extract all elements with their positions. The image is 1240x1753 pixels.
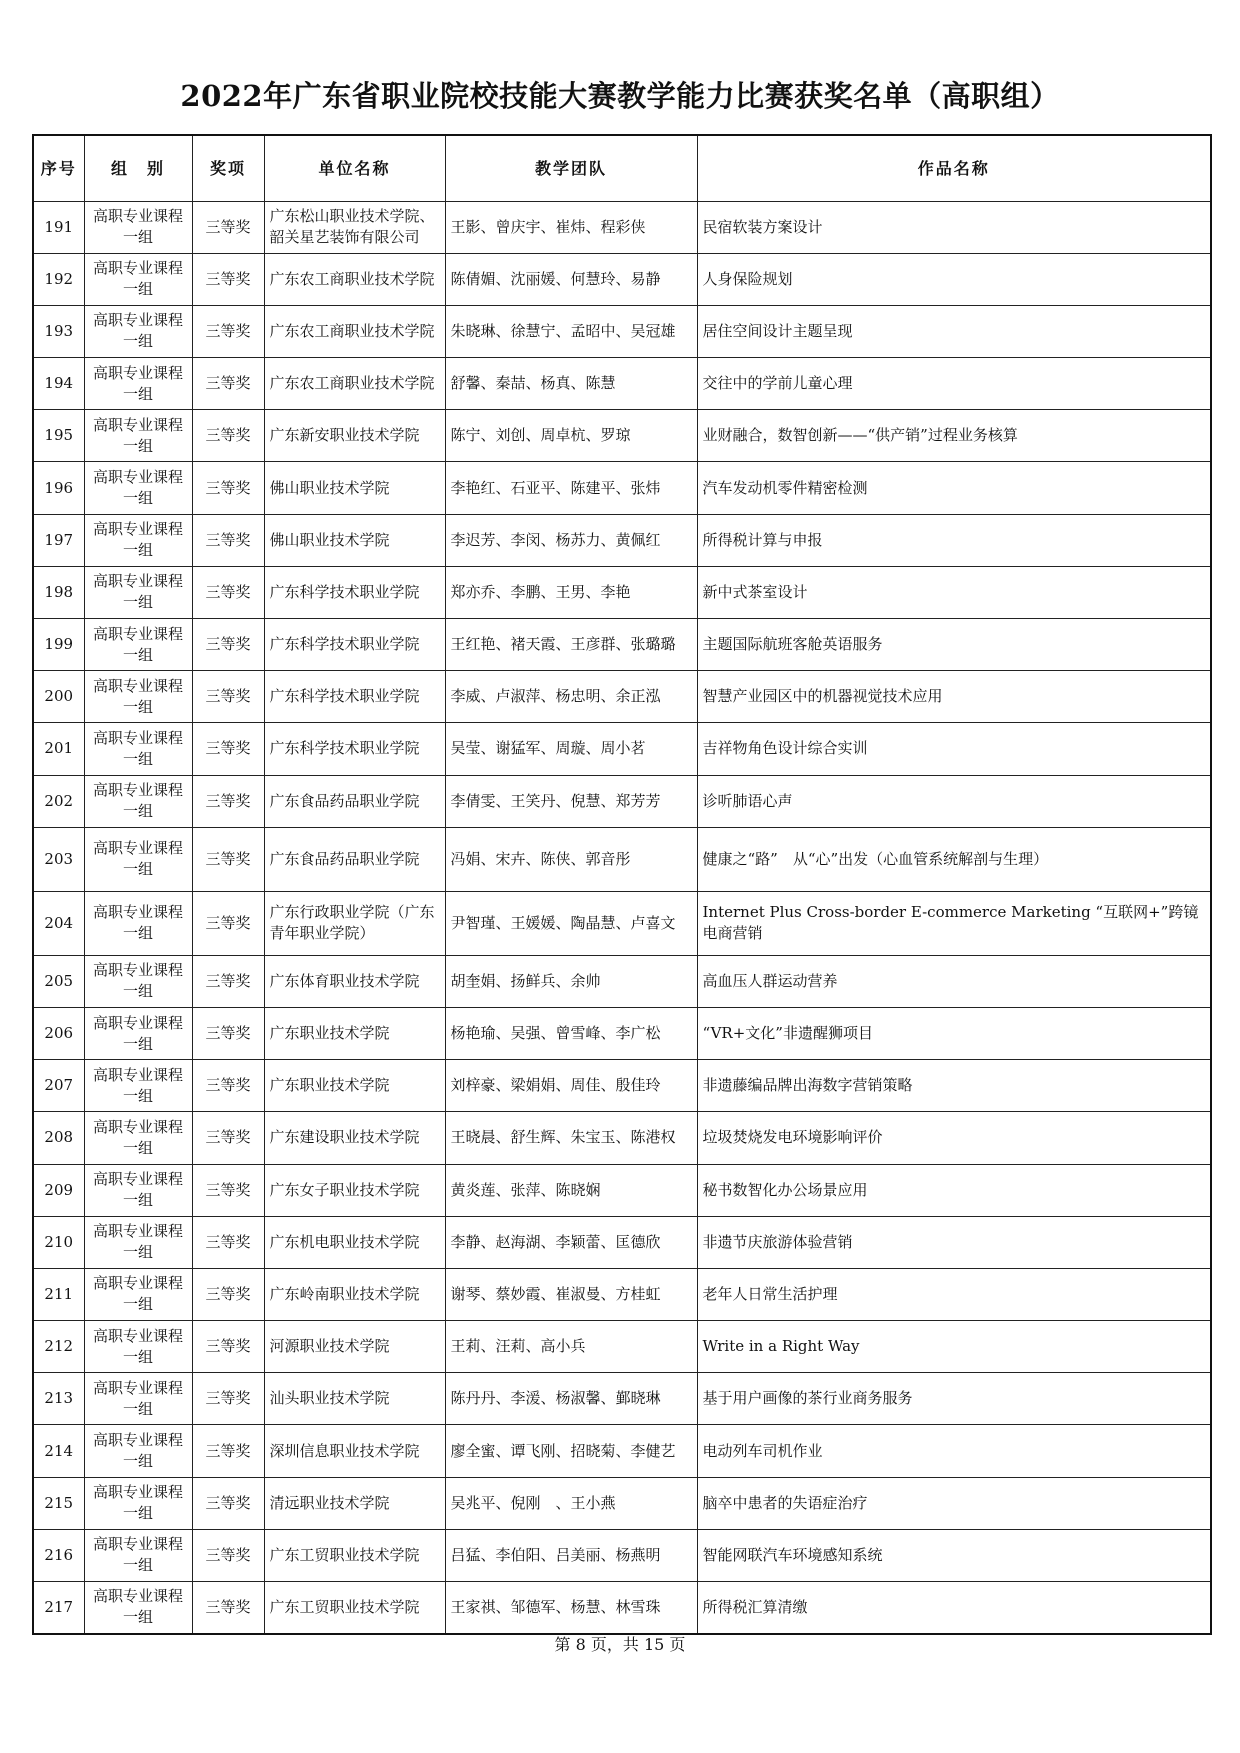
cell-group: 高职专业课程一组: [84, 1268, 192, 1320]
page-footer: 第 8 页，共 15 页: [554, 1635, 686, 1654]
cell-team: 王家祺、邹德军、杨慧、林雪珠: [445, 1582, 697, 1634]
cell-number: 204: [33, 891, 84, 955]
cell-award: 三等奖: [192, 1216, 264, 1268]
cell-group: 高职专业课程一组: [84, 723, 192, 775]
cell-group: 高职专业课程一组: [84, 410, 192, 462]
cell-group: 高职专业课程一组: [84, 201, 192, 253]
cell-group: 高职专业课程一组: [84, 1164, 192, 1216]
cell-unit: 广东职业技术学院: [264, 1060, 445, 1112]
cell-work: 非遗节庆旅游体验营销: [697, 1216, 1211, 1268]
cell-award: 三等奖: [192, 1268, 264, 1320]
cell-team: 李倩雯、王笑丹、倪慧、郑芳芳: [445, 775, 697, 827]
cell-group: 高职专业课程一组: [84, 566, 192, 618]
cell-group: 高职专业课程一组: [84, 358, 192, 410]
cell-unit: 广东岭南职业技术学院: [264, 1268, 445, 1320]
cell-unit: 深圳信息职业技术学院: [264, 1425, 445, 1477]
cell-award: 三等奖: [192, 1112, 264, 1164]
cell-team: 刘梓豪、梁娟娟、周佳、殷佳玲: [445, 1060, 697, 1112]
cell-team: 李静、赵海湖、李颖蕾、匡德欣: [445, 1216, 697, 1268]
cell-award: 三等奖: [192, 1529, 264, 1581]
cell-team: 郑亦乔、李鹏、王男、李艳: [445, 566, 697, 618]
cell-team: 杨艳瑜、吴强、曾雪峰、李广松: [445, 1007, 697, 1059]
cell-award: 三等奖: [192, 1477, 264, 1529]
cell-award: 三等奖: [192, 566, 264, 618]
cell-work: 老年人日常生活护理: [697, 1268, 1211, 1320]
cell-award: 三等奖: [192, 1321, 264, 1373]
cell-number: 203: [33, 827, 84, 891]
cell-number: 201: [33, 723, 84, 775]
cell-group: 高职专业课程一组: [84, 305, 192, 357]
cell-team: 王红艳、褚天霞、王彦群、张璐璐: [445, 619, 697, 671]
cell-award: 三等奖: [192, 358, 264, 410]
cell-number: 216: [33, 1529, 84, 1581]
cell-number: 198: [33, 566, 84, 618]
cell-number: 192: [33, 253, 84, 305]
cell-number: 213: [33, 1373, 84, 1425]
cell-unit: 广东职业技术学院: [264, 1007, 445, 1059]
cell-award: 三等奖: [192, 1425, 264, 1477]
cell-team: 李艳红、石亚平、陈建平、张炜: [445, 462, 697, 514]
cell-number: 193: [33, 305, 84, 357]
awards-table: [32, 134, 1212, 1635]
table-row: [33, 671, 1211, 723]
cell-unit: 广东食品药品职业学院: [264, 827, 445, 891]
cell-award: 三等奖: [192, 891, 264, 955]
cell-work: 吉祥物角色设计综合实训: [697, 723, 1211, 775]
table-row: [33, 1373, 1211, 1425]
table-row: [33, 514, 1211, 566]
table-row: [33, 955, 1211, 1007]
cell-work: 智慧产业园区中的机器视觉技术应用: [697, 671, 1211, 723]
table-row: [33, 775, 1211, 827]
cell-award: 三等奖: [192, 201, 264, 253]
cell-work: “VR+文化”非遗醒狮项目: [697, 1007, 1211, 1059]
cell-award: 三等奖: [192, 671, 264, 723]
cell-number: 194: [33, 358, 84, 410]
cell-group: 高职专业课程一组: [84, 1582, 192, 1634]
header-work: 作品名称: [697, 135, 1211, 201]
cell-award: 三等奖: [192, 410, 264, 462]
cell-work: 居住空间设计主题呈现: [697, 305, 1211, 357]
cell-group: 高职专业课程一组: [84, 514, 192, 566]
cell-unit: 广东科学技术职业学院: [264, 671, 445, 723]
cell-work: 业财融合，数智创新——“供产销”过程业务核算: [697, 410, 1211, 462]
cell-group: 高职专业课程一组: [84, 1477, 192, 1529]
cell-unit: 广东行政职业学院（广东青年职业学院）: [264, 891, 445, 955]
cell-team: 谢琴、蔡妙霞、崔淑曼、方桂虹: [445, 1268, 697, 1320]
cell-unit: 广东机电职业技术学院: [264, 1216, 445, 1268]
table-row: [33, 1216, 1211, 1268]
cell-group: 高职专业课程一组: [84, 1529, 192, 1581]
table-row: [33, 1060, 1211, 1112]
cell-unit: 广东新安职业技术学院: [264, 410, 445, 462]
cell-team: 吴兆平、倪刚 、王小燕: [445, 1477, 697, 1529]
cell-work: 交往中的学前儿童心理: [697, 358, 1211, 410]
cell-number: 200: [33, 671, 84, 723]
cell-team: 冯娟、宋卉、陈侠、郭音彤: [445, 827, 697, 891]
cell-unit: 佛山职业技术学院: [264, 462, 445, 514]
cell-group: 高职专业课程一组: [84, 671, 192, 723]
cell-team: 吴莹、谢猛军、周璇、周小茗: [445, 723, 697, 775]
cell-unit: 河源职业技术学院: [264, 1321, 445, 1373]
cell-team: 廖全蜜、谭飞刚、招晓菊、李健艺: [445, 1425, 697, 1477]
cell-team: 王影、曾庆宇、崔炜、程彩侠: [445, 201, 697, 253]
cell-number: 215: [33, 1477, 84, 1529]
cell-work: 所得税汇算清缴: [697, 1582, 1211, 1634]
cell-group: 高职专业课程一组: [84, 827, 192, 891]
cell-unit: 广东农工商职业技术学院: [264, 305, 445, 357]
header-award: 奖项: [192, 135, 264, 201]
header-no: 序号: [33, 135, 84, 201]
cell-unit: 广东工贸职业技术学院: [264, 1529, 445, 1581]
cell-team: 李迟芳、李闵、杨苏力、黄佩红: [445, 514, 697, 566]
table-row: [33, 1321, 1211, 1373]
cell-team: 尹智瑾、王媛媛、陶晶慧、卢喜文: [445, 891, 697, 955]
table-row: [33, 827, 1211, 891]
cell-unit: 广东科学技术职业学院: [264, 619, 445, 671]
header-unit: 单位名称: [264, 135, 445, 201]
cell-number: 207: [33, 1060, 84, 1112]
table-row: [33, 410, 1211, 462]
table-row: [33, 1582, 1211, 1634]
cell-team: 吕猛、李伯阳、吕美丽、杨燕明: [445, 1529, 697, 1581]
cell-award: 三等奖: [192, 775, 264, 827]
cell-unit: 广东工贸职业技术学院: [264, 1582, 445, 1634]
cell-work: 主题国际航班客舱英语服务: [697, 619, 1211, 671]
cell-team: 胡奎娟、扬鲜兵、余帅: [445, 955, 697, 1007]
cell-unit: 汕头职业技术学院: [264, 1373, 445, 1425]
cell-group: 高职专业课程一组: [84, 1060, 192, 1112]
cell-unit: 广东科学技术职业学院: [264, 723, 445, 775]
cell-group: 高职专业课程一组: [84, 1112, 192, 1164]
cell-group: 高职专业课程一组: [84, 1321, 192, 1373]
cell-award: 三等奖: [192, 1164, 264, 1216]
cell-group: 高职专业课程一组: [84, 891, 192, 955]
cell-unit: 广东松山职业技术学院、韶关星艺装饰有限公司: [264, 201, 445, 253]
cell-unit: 佛山职业技术学院: [264, 514, 445, 566]
cell-team: 陈丹丹、李湲、杨淑馨、鄞晓琳: [445, 1373, 697, 1425]
cell-team: 舒馨、秦喆、杨真、陈慧: [445, 358, 697, 410]
cell-group: 高职专业课程一组: [84, 253, 192, 305]
cell-unit: 广东女子职业技术学院: [264, 1164, 445, 1216]
cell-award: 三等奖: [192, 1582, 264, 1634]
table-row: [33, 1007, 1211, 1059]
table-row: [33, 619, 1211, 671]
cell-number: 197: [33, 514, 84, 566]
cell-team: 陈倩媚、沈丽媛、何慧玲、易静: [445, 253, 697, 305]
cell-award: 三等奖: [192, 305, 264, 357]
cell-number: 210: [33, 1216, 84, 1268]
cell-group: 高职专业课程一组: [84, 619, 192, 671]
cell-award: 三等奖: [192, 462, 264, 514]
cell-work: 电动列车司机作业: [697, 1425, 1211, 1477]
table-row: [33, 358, 1211, 410]
cell-award: 三等奖: [192, 619, 264, 671]
cell-work: 秘书数智化办公场景应用: [697, 1164, 1211, 1216]
cell-unit: 广东建设职业技术学院: [264, 1112, 445, 1164]
table-row: [33, 723, 1211, 775]
table-row: [33, 1164, 1211, 1216]
cell-number: 191: [33, 201, 84, 253]
cell-award: 三等奖: [192, 1373, 264, 1425]
cell-number: 212: [33, 1321, 84, 1373]
cell-unit: 广东农工商职业技术学院: [264, 358, 445, 410]
cell-work: Write in a Right Way: [697, 1321, 1211, 1373]
cell-work: Internet Plus Cross-border E-commerce Marketing “互联网+”跨镜电商营销: [697, 891, 1211, 955]
cell-unit: 清远职业技术学院: [264, 1477, 445, 1529]
cell-work: 健康之“路” 从“心”出发（心血管系统解剖与生理）: [697, 827, 1211, 891]
cell-number: 217: [33, 1582, 84, 1634]
cell-group: 高职专业课程一组: [84, 1007, 192, 1059]
cell-work: 汽车发动机零件精密检测: [697, 462, 1211, 514]
cell-team: 李威、卢淑萍、杨忠明、余正泓: [445, 671, 697, 723]
cell-work: 智能网联汽车环境感知系统: [697, 1529, 1211, 1581]
table-row: [33, 1425, 1211, 1477]
cell-number: 208: [33, 1112, 84, 1164]
cell-group: 高职专业课程一组: [84, 1216, 192, 1268]
cell-number: 214: [33, 1425, 84, 1477]
cell-team: 王晓晨、舒生辉、朱宝玉、陈港权: [445, 1112, 697, 1164]
cell-work: 民宿软装方案设计: [697, 201, 1211, 253]
cell-number: 202: [33, 775, 84, 827]
cell-work: 基于用户画像的茶行业商务服务: [697, 1373, 1211, 1425]
cell-number: 206: [33, 1007, 84, 1059]
header-group: 组 别: [84, 135, 192, 201]
cell-team: 王莉、汪莉、高小兵: [445, 1321, 697, 1373]
cell-work: 诊听肺语心声: [697, 775, 1211, 827]
cell-group: 高职专业课程一组: [84, 955, 192, 1007]
cell-unit: 广东食品药品职业学院: [264, 775, 445, 827]
cell-number: 209: [33, 1164, 84, 1216]
cell-work: 所得税计算与申报: [697, 514, 1211, 566]
cell-unit: 广东体育职业技术学院: [264, 955, 445, 1007]
cell-team: 朱晓琳、徐慧宁、孟昭中、吴冠雄: [445, 305, 697, 357]
cell-team: 陈宁、刘创、周卓杭、罗琼: [445, 410, 697, 462]
table-header-row: [33, 135, 1211, 201]
cell-award: 三等奖: [192, 955, 264, 1007]
cell-award: 三等奖: [192, 514, 264, 566]
cell-number: 199: [33, 619, 84, 671]
table-row: [33, 462, 1211, 514]
cell-group: 高职专业课程一组: [84, 1425, 192, 1477]
table-row: [33, 253, 1211, 305]
cell-award: 三等奖: [192, 723, 264, 775]
cell-work: 垃圾焚烧发电环境影响评价: [697, 1112, 1211, 1164]
cell-award: 三等奖: [192, 1060, 264, 1112]
cell-number: 195: [33, 410, 84, 462]
cell-work: 脑卒中患者的失语症治疗: [697, 1477, 1211, 1529]
header-team: 教学团队: [445, 135, 697, 201]
table-row: [33, 891, 1211, 955]
cell-work: 非遗藤编品牌出海数字营销策略: [697, 1060, 1211, 1112]
table-row: [33, 1268, 1211, 1320]
cell-unit: 广东农工商职业技术学院: [264, 253, 445, 305]
cell-unit: 广东科学技术职业学院: [264, 566, 445, 618]
cell-number: 211: [33, 1268, 84, 1320]
cell-award: 三等奖: [192, 827, 264, 891]
cell-number: 205: [33, 955, 84, 1007]
cell-group: 高职专业课程一组: [84, 462, 192, 514]
cell-award: 三等奖: [192, 1007, 264, 1059]
cell-award: 三等奖: [192, 253, 264, 305]
table-row: [33, 305, 1211, 357]
cell-group: 高职专业课程一组: [84, 1373, 192, 1425]
table-row: [33, 566, 1211, 618]
page-title: 2022年广东省职业院校技能大赛教学能力比赛获奖名单（高职组）: [180, 79, 1060, 113]
table-row: [33, 1529, 1211, 1581]
cell-number: 196: [33, 462, 84, 514]
cell-group: 高职专业课程一组: [84, 775, 192, 827]
table-row: [33, 201, 1211, 253]
cell-work: 新中式茶室设计: [697, 566, 1211, 618]
cell-team: 黄炎莲、张萍、陈晓娴: [445, 1164, 697, 1216]
table-row: [33, 1477, 1211, 1529]
cell-work: 人身保险规划: [697, 253, 1211, 305]
cell-work: 高血压人群运动营养: [697, 955, 1211, 1007]
table-row: [33, 1112, 1211, 1164]
